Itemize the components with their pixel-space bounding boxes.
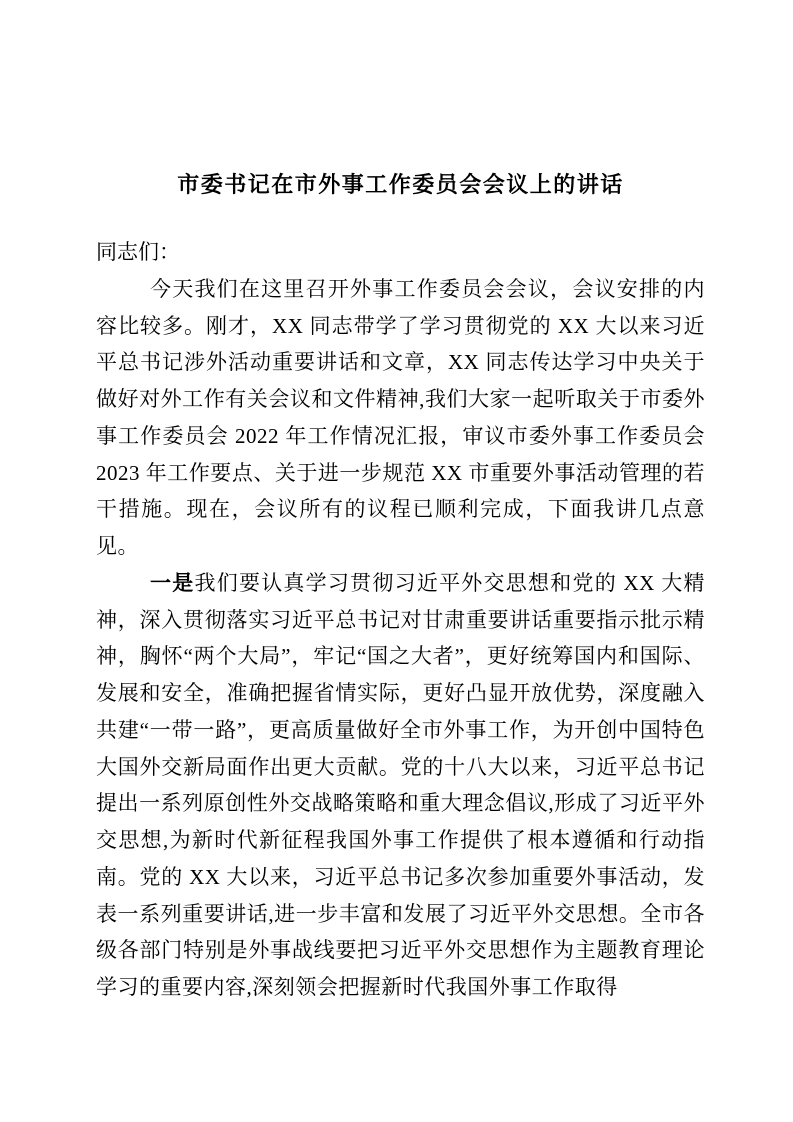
paragraph-2 <box>96 565 705 1006</box>
paragraph-2-lead: 一是 <box>150 570 195 595</box>
paragraph-1-text: 今天我们在这里召开外事工作委员会会议，会议安排的内容比较多。刚才，XX 同志带学了学习贯彻党的 XX 大以来习近平总书记涉外活动重要讲话和文章，XX 同志传达学习中央关于做好对外工作有关会议和文件精神,我们大家一起听取关于市委外事工作委员会 2022 年工作情况汇报，审议市委外事工作委员会 2023 年工作要点、关于进一步规范 XX 市重要外事活动管理的若干措施。现在，会议所有的议程已顺利完成，下面我讲几点意见。 <box>96 276 705 558</box>
document-title: 市委书记在市外事工作委员会会议上的讲话 <box>177 172 624 197</box>
salutation-line: 同志们： <box>96 240 180 264</box>
paragraph-1 <box>96 271 705 565</box>
paragraph-2-text: 我们要认真学习贯彻习近平外交思想和党的 XX 大精神，深入贯彻落实习近平总书记对甘肃重要讲话重要指示批示精神，胸怀“两个大局”，牢记“国之大者”，更好统筹国内和国际、发展和安全，准确把握省情实际，更好凸显开放优势，深度融入共建“一带一路”，更高质量做好全市外事工作，为开创中国特色大国外交新局面作出更大贡献。党的十八大以来，习近平总书记提出一系列原创性外交战略策略和重大理念倡议,形成了习近平外交思想,为新时代新征程我国外事工作提供了根本遵循和行动指南。党的 XX 大以来，习近平总书记多次参加重要外事活动，发表一系列重要讲话,进一步丰富和发展了习近平外交思想。全市各级各部门特别是外事战线要把习近平外交思想作为主题教育理论学习的重要内容,深刻领会把握新时代我国外事工作取得 <box>96 570 705 999</box>
